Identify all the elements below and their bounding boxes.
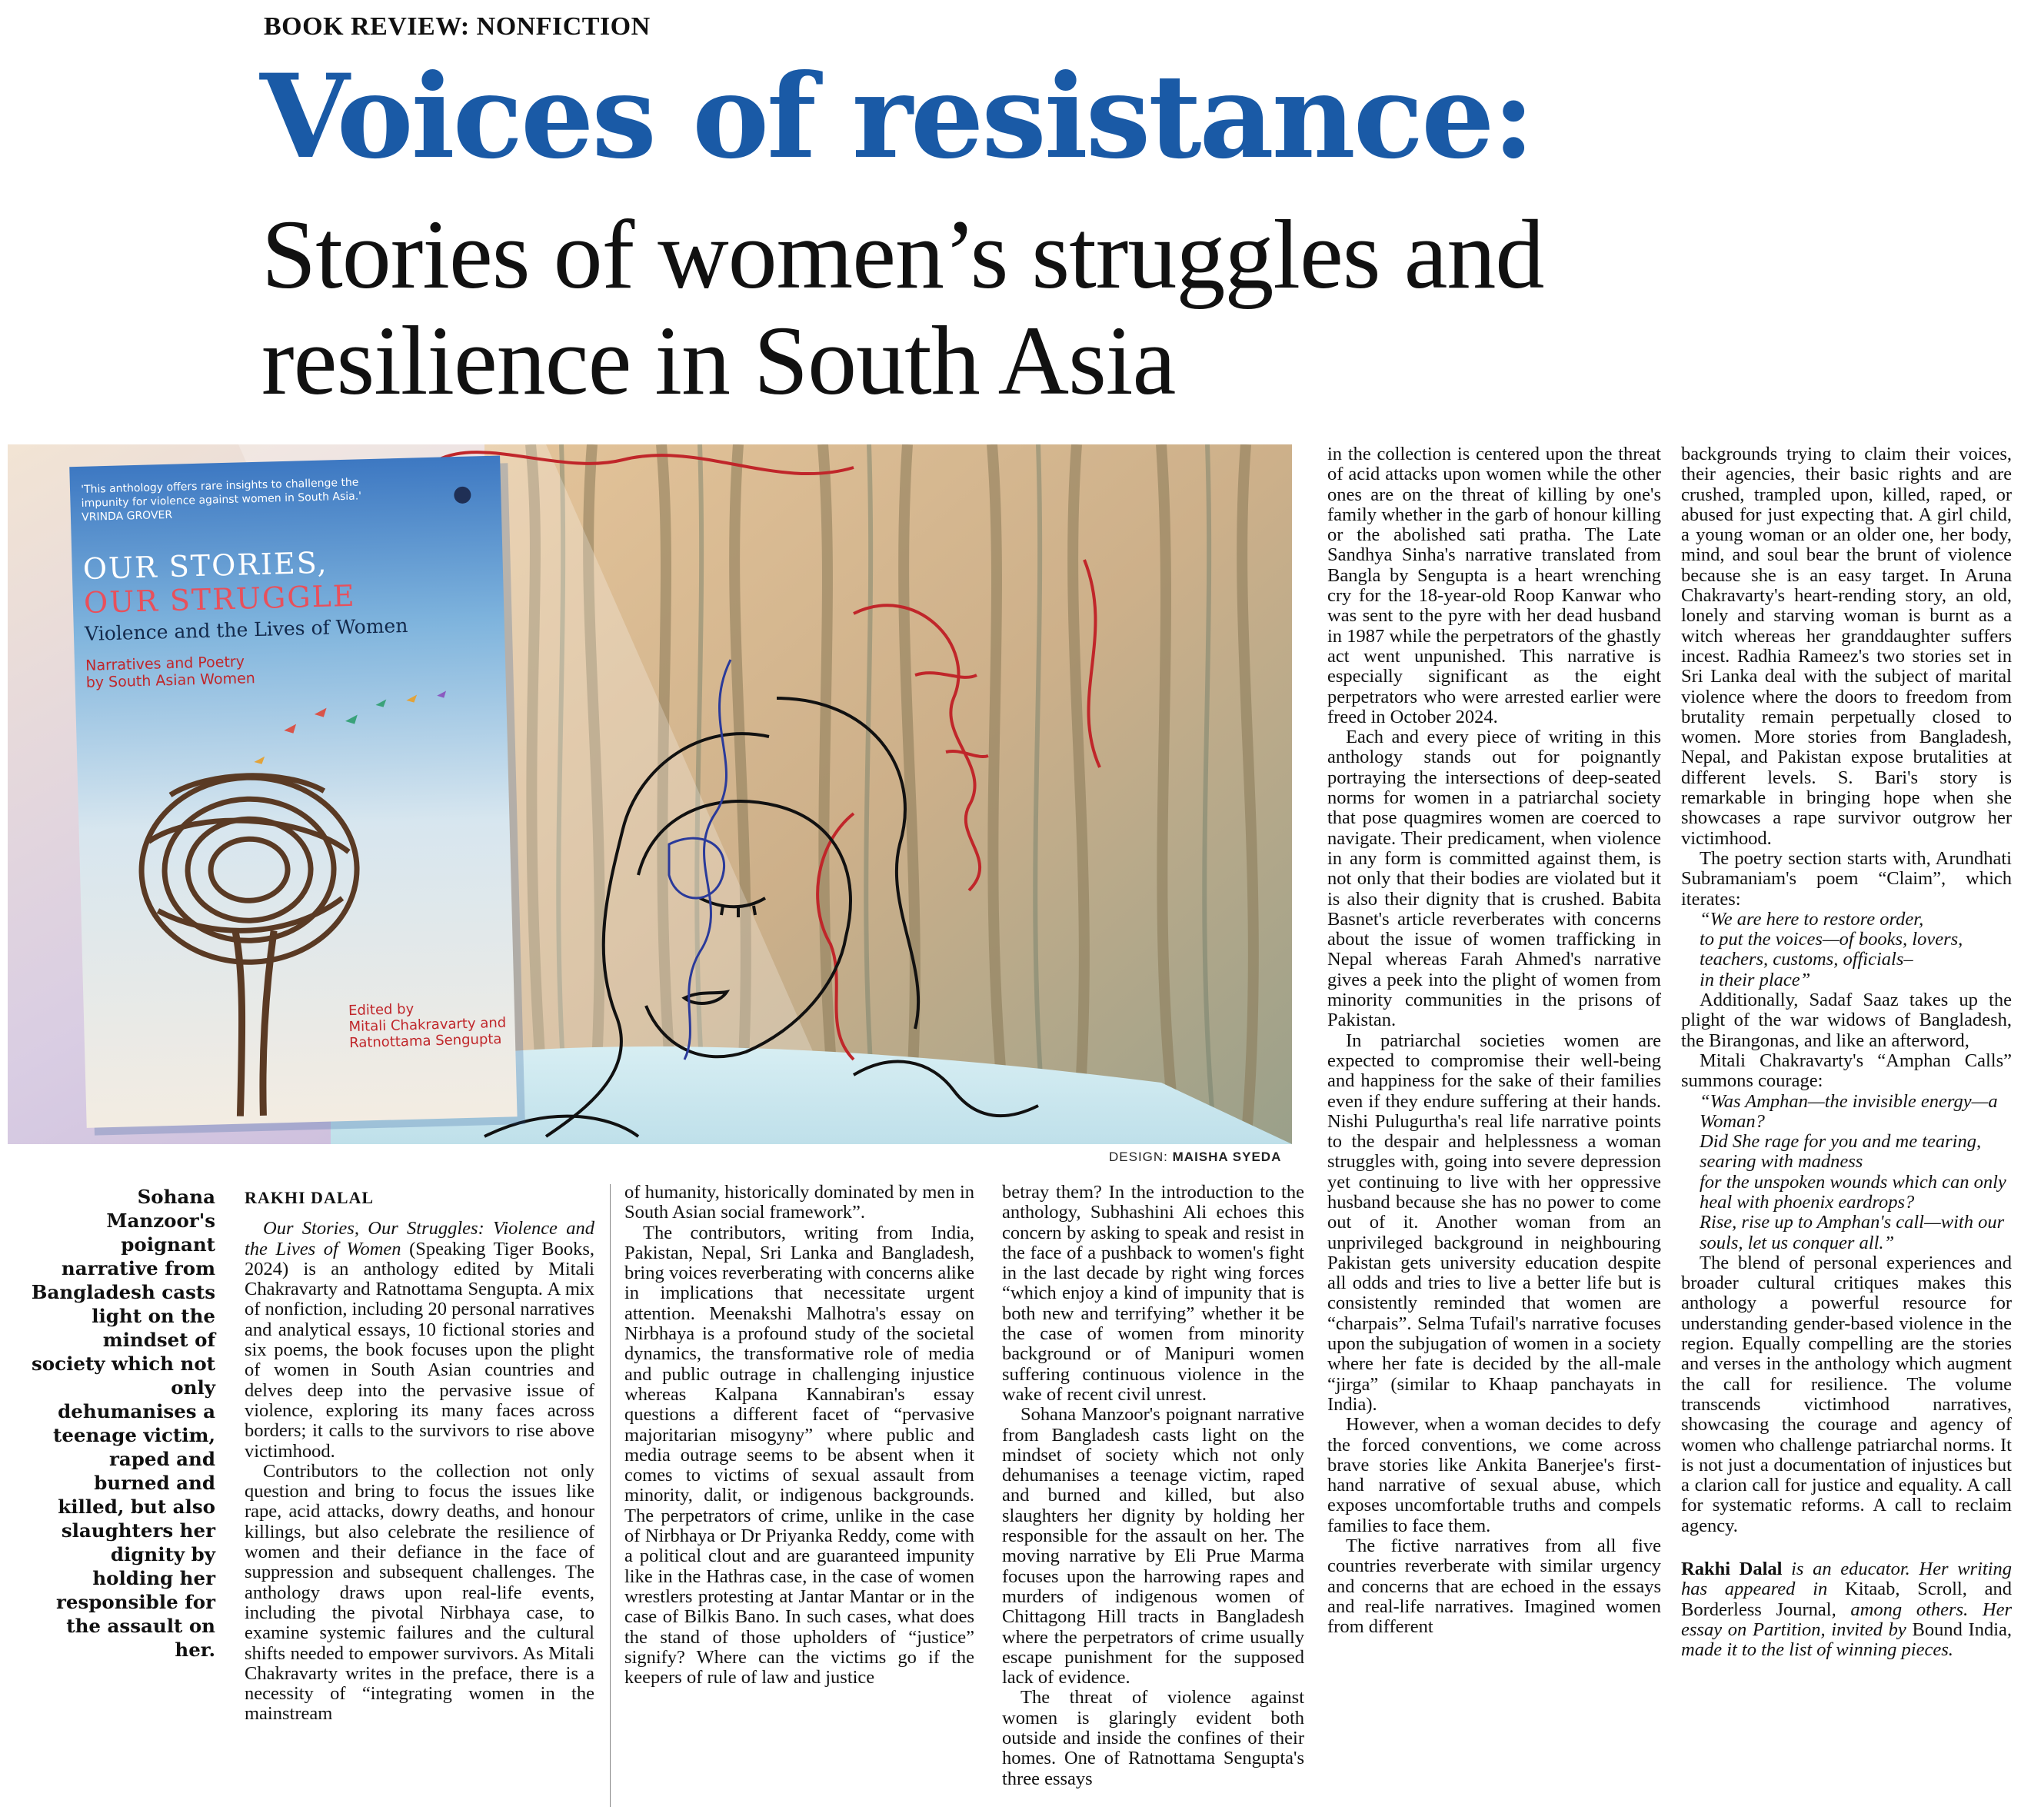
section-kicker: BOOK REVIEW: NONFICTION bbox=[264, 12, 651, 41]
paragraph: The fictive narratives from all five countries reverberate with similar urgency and concerns that are echoed in the essays and real-life narratives. Imagined women from different bbox=[1327, 1536, 1661, 1638]
article-column-4 bbox=[1327, 444, 1661, 1638]
article-column-2 bbox=[624, 1183, 974, 1688]
verse-line: “Was Amphan—the invisible energy—a Woman? bbox=[1700, 1090, 1998, 1132]
cover-edited-by: Edited by bbox=[348, 1000, 415, 1020]
cover-editor-2: Ratnottama Sengupta bbox=[348, 1030, 502, 1052]
paragraph: However, when a woman decides to defy the forced conventions, we come across brave stories like Ankita Banerjee's first-hand narrative of sexual abuse, which exposes uncomfortable truths and compels families to face them. bbox=[1327, 1414, 1661, 1536]
byline: RAKHI DALAL bbox=[245, 1188, 375, 1207]
paragraph: Each and every piece of writing in this anthology stands out for poignantly portraying the intersections of deep-seated norms for women in a patriarchal society that pose quagmires women are coerced to navigate. Their predicament, when violence in any form is committed against them, is not only that their bodies are violated but it is also their dignity that is crushed. Babita Basnet's article reverberates with concerns about the issue of women trafficking in Nepal whereas Farah Ahmed's narrative gives a peek into the plight of women from minority communities in the prisons of Pakistan. bbox=[1327, 727, 1661, 1031]
subhead-line-2: resilience in South Asia bbox=[261, 306, 1176, 415]
paragraph: In patriarchal societies women are expected to compromise their well-being and happiness for the sake of their families even if they endure suffering at their hands. Nishi Pulugurtha's real life narrative points to the despair and helplessness a woman struggles with, going into severe depression yet continuing to live with her oppressive husband because she has no power to come out of it. Another woman from an unprivileged background in neighbouring Pakistan gets university education despite all odds and tries to live a better life but is consistently reminded that women are “charpais”. Selma Tufail's narrative focuses upon the subjugation of women in a society where her fate is decided by the all-male “jirga” (similar to Khaap panchayats in India). bbox=[1327, 1030, 1661, 1415]
cover-editor-1: Mitali Chakravarty and bbox=[348, 1014, 507, 1036]
verse-line: in their place” bbox=[1700, 969, 1811, 990]
paragraph: Mitali Chakravarty's “Amphan Calls” summons courage: bbox=[1681, 1050, 2012, 1092]
article-column-1 bbox=[245, 1188, 594, 1725]
article-column-3 bbox=[1002, 1183, 1304, 1789]
paragraph: Our Stories, Our Struggles: Violence and the Lives of Women (Speaking Tiger Books, 2024) is an anthology edited by Mitali Chakravarty and Ratnottama Sengupta. A mix of nonfiction, including 20 personal narratives and analytical essays, 10 fictional stories and six poems, the book focuses upon the plight of women in South Asian countries and delves deep into the pervasive issue of violence, exploring its many faces across borders; it calls to the survivors to rise above victimhood. bbox=[245, 1218, 594, 1462]
cover-blurb: 'This anthology offers rare insights to challenge the impunity for violence against women in South Asia.' VRINDA GROVER bbox=[81, 476, 362, 524]
design-credit-name: MAISHA SYEDA bbox=[1172, 1150, 1282, 1164]
paragraph: Additionally, Sadaf Saaz takes up the plight of the war widows of Bangladesh, the Birangonas, and like an afterword, bbox=[1681, 990, 2012, 1051]
cover-subtitle: Violence and the Lives of Women bbox=[84, 614, 408, 645]
design-credit-label: DESIGN: bbox=[1109, 1150, 1168, 1164]
verse-line: to put the voices—of books, lovers, bbox=[1700, 929, 1963, 950]
verse-line: teachers, customs, officials– bbox=[1700, 949, 1913, 970]
headline: Voices of resistance: bbox=[260, 49, 1533, 185]
poem-quote-1 bbox=[1681, 910, 2012, 990]
paragraph: in the collection is centered upon the threat of acid attacks upon women while the other ones are on the threat of killing by one's family whether in the garb of honour killing or the abolished sati pratha. The Late Sandhya Sinha's narrative translated from Bangla by Sengupta is a heart wrenching cry for the 18-year-old Roop Kanwar who was sent to the pyre with her dead husband in 1987 while the perpetrators of the ghastly act went unpunished. This narrative is especially significant as the eight perpetrators who were arrested earlier were freed in October 2024. bbox=[1327, 444, 1661, 727]
design-credit bbox=[1109, 1150, 1281, 1165]
cover-tagline-1: Narratives and Poetry bbox=[85, 653, 245, 674]
verse-line: Did She rage for you and me tearing, searing with madness bbox=[1700, 1131, 1982, 1173]
cover-tagline-2: by South Asian Women bbox=[85, 670, 256, 691]
verse-line: “We are here to restore order, bbox=[1700, 908, 1924, 930]
verse-line: for the unspoken wounds which can only heal with phoenix eardrops? bbox=[1700, 1171, 2006, 1213]
paragraph: Sohana Manzoor's poignant narrative from Bangladesh casts light on the mindset of society which not only dehumanises a teenage victim, raped and burned and killed, but also slaughters her dignity by holding her responsible for the assault on her. The moving narrative by Eli Prue Marma focuses upon the harrowing rapes and murders of indigenous women of Chittagong Hill tracts in Bangladesh where the perpetrators of crime usually escape punishment for the supposed lack of evidence. bbox=[1002, 1404, 1304, 1689]
article-column-5 bbox=[1681, 444, 2012, 1661]
author-name: Rakhi Dalal bbox=[1681, 1559, 1783, 1580]
paragraph: of humanity, historically dominated by men in South Asian social framework”. bbox=[624, 1182, 974, 1223]
cover-title-line-2: OUR STRUGGLE bbox=[83, 578, 357, 620]
poem-quote-2 bbox=[1681, 1092, 2012, 1253]
pull-quote: Sohana Manzoor's poignant narrative from Bangladesh casts light on the mindset of society which not only dehumanises a teenage victim, raped and burned and killed, but also slaughters her dignity by holding her responsible for the assault on her. bbox=[31, 1186, 215, 1661]
author-bio: Rakhi Dalal is an educator. Her writing has appeared in Kitaab, Scroll, and Borderless Journal, among others. Her essay on Partition, invited by Bound India, made it to the list of winning pieces. bbox=[1681, 1559, 2012, 1661]
paragraph: backgrounds trying to claim their voices, their agencies, their basic rights and are crushed, trampled upon, killed, raped, or abused for just expecting that. A girl child, a young woman or an older one, her body, mind, and soul bear the brunt of violence because she is an easy target. In Aruna Chakravarty's heart-rending story, an old, lonely and starving woman is burnt as a witch whereas her granddaughter suffers incest. Radhia Rameez's two stories set in Sri Lanka deal with the subject of marital violence where the doors to freedom from brutality remain perpetually closed to women. More stories from Bangladesh, Nepal, and Pakistan expose brutalities at different levels. S. Bari's story is remarkable in bringing hope when she showcases a rape survivor outgrow her victimhood. bbox=[1681, 444, 2012, 849]
subheadline bbox=[261, 201, 1999, 414]
subhead-line-1: Stories of women’s struggles and bbox=[261, 200, 1544, 309]
paragraph: The poetry section starts with, Arundhati Subramaniam's poem “Claim”, which iterates: bbox=[1681, 847, 2012, 910]
paragraph: betray them? In the introduction to the anthology, Subhashini Ali echoes this concern by asking to speak and resist in the face of a pushback to women's fight in the last decade by right wing forces “which enjoy a kind of impunity that is both new and terrifying” whether it be the case of women from minority background or of Manipuri women suffering continuous violence in the wake of recent civil unrest. bbox=[1002, 1182, 1304, 1405]
paragraph: Contributors to the collection not only question and bring to focus the issues like rape, acid attacks, dowry deaths, and honour killings, but also celebrate the resilience of women and their defiance in the face of suppression and subsequent challenges. The anthology draws upon real-life events, including the pivotal Nirbhaya case, to examine systemic failures and the cultural shifts needed to empower survivors. As Mitali Chakravarty writes in the preface, there is a necessity of “integrating women in the mainstream bbox=[245, 1460, 594, 1725]
verse-line: Rise, rise up to Amphan's call—with our souls, let us conquer all.” bbox=[1700, 1212, 2005, 1253]
book-cover-text bbox=[81, 472, 507, 1052]
cover-title-line-1: OUR STORIES, bbox=[82, 545, 328, 586]
feature-illustration bbox=[8, 444, 1292, 1144]
column-rule bbox=[610, 1184, 611, 1807]
paragraph: The blend of personal experiences and broader cultural critiques makes this anthology a powerful resource for understanding gender-based violence in the region. Equally compelling are the stories and verses in the anthology which augment the call for resilience. The volume transcends victimhood narratives, showcasing the courage and agency of women who challenge patriarchal norms. It is not just a documentation of injustices but a clarion call for justice and equality. A call for systematic reforms. A call to reclaim agency. bbox=[1681, 1252, 2012, 1536]
paragraph: The contributors, writing from India, Pakistan, Nepal, Sri Lanka and Bangladesh, bring voices reverberating with concerns alike in implications that necessitate urgent attention. Meenakshi Malhotra's essay on Nirbhaya is a profound study of the societal dynamics, the transformative role of media and public outrage in challenging injustice whereas Kalpana Kannabiran's essay questions a different facet of “pervasive majoritarian misogyny” where public and media outrage seems to be absent when it comes to victims of sexual assault from minority, dalit, or indigenous backgrounds. The perpetrators of crime, unlike in the case of Nirbhaya or Dr Priyanka Reddy, come with a political clout and are guaranteed impunity like in the Hathras case, in the case of women wrestlers protesting at Jantar Mantar or in the case of Bilkis Bano. In such cases, what does the stand of those upholders of “justice” signify? Where can the victims go if the keepers of rule of law and justice bbox=[624, 1222, 974, 1689]
book-title: Our Stories, Our Struggles: Violence and the Lives of Women bbox=[245, 1218, 594, 1259]
paragraph: The threat of violence against women is glaringly evident both outside and inside the confines of their homes. One of Ratnottama Sengupta's three essays bbox=[1002, 1687, 1304, 1789]
